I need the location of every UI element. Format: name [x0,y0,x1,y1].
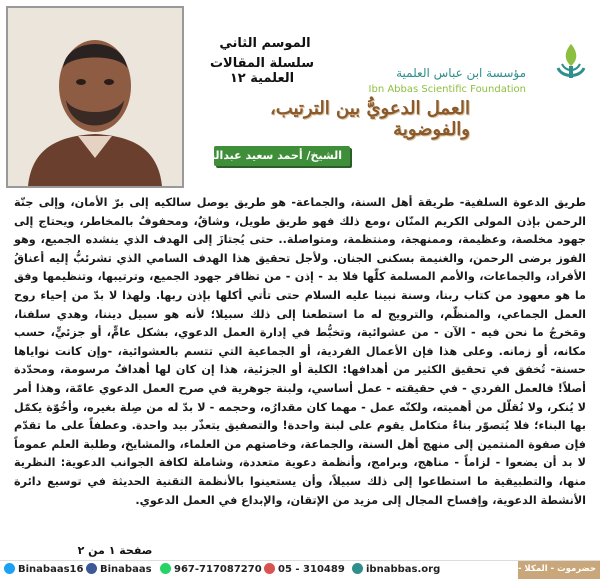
organization-logo [368,14,588,95]
page-number: صفحة ١ من ٢ [77,544,153,557]
facebook-handle: Binabaas [100,564,152,575]
facebook-icon [86,563,97,574]
footer-facebook[interactable] [86,563,152,575]
footer-phone[interactable] [264,563,345,575]
author-photo [6,6,184,188]
twitter-icon [4,563,15,574]
phone-number: 05 - 310489 [278,564,345,575]
series-label: سلسلة المقالات العلمية ١٢ [209,56,315,86]
footer-address-box [481,561,600,579]
whatsapp-icon [160,563,171,574]
season-label: الموسم الثاني [219,36,311,51]
footer-contact-bar [0,560,600,579]
phone-icon [264,563,275,574]
article-title: العمل الدعويُّ بين الترتيب، والفوضوية [270,98,470,140]
twitter-handle: Binabaas16 [18,564,84,575]
article-body [14,194,586,510]
website-url: ibnabbas.org [366,564,441,575]
article-paragraph: طريق الدعوة السلفية- طريقة أهل السنة، والجماعة- هو طريق يوصل سالكيه إلى برّ الأمان، وإلى جنّة الرحمن بإذن المولى الكريم المنّان ،ومع ذلك فهو طريق طويل، وشاقٌ، ومحفوفٌ بالمخاطر، ويحتاج إلى جهود مخلصة، وعظيمة، وممنهجة، ومنتظمة، ومتواصلة.. حتى يُجتازَ إلى الهدف الذي ينشده الجميع، وهو الفوز برضى الرحمن، والغنيمة بسكنى الجنان. ولأجل تحقيق هذا الهدف السامي الذي تشرئبُّ إليه أعناقُ الأفراد، والجماعات، والأمم المسلمة كلّها فلا بد - إذن - من تظافر جهود الجميع، وترتيبها، وتنظيمها وفق ما هو معهود من كتاب ربنا، وسنة نبينا عليه السلام حتى تأتي أكلها بإذن ربها. ولهذا لا بدّ من إحياء روح العمل الجماعي، والمنظّم، والترويج له ما استطعنا إلى ذلك سبيلا؛ لأنه هو سبيل ديننا، وهدي سلفنا، ومَخرجُ ما نحن فيه - الآن - من عشوائية، وتخبُّط في إدارة العمل الدعوي، بشكل عامٍّ، أو جزئيٍّ، حسب مكانه، أو زمانه. وعلى هذا فإن الأعمال الفردية، أو الجماعية التي تتسم بالعشوائية، -وإن كانت نواياها حسنة- تُخفق في تحقيق الكثير من أهدافها: الكلية أو الجزئية، هذا إن كان لها أهدافٌ مرسومة، ومحدّدة أصلاً! فالعمل الفردي - في حقيقته - عمل أساسي، ولبنة جوهرية في صرح العمل الدعوي عامّة، وهذا أمر لا يُنكر، ولا نُقلّل من أهميته، ولكنّه عمل - مهما كان مقدارُه، وحجمه - لا بدّ له من صِلة بغيره، وأخُوّة يكمّل بها البناء؛ فلا يُتصوّر بناءٌ متكامل يقوم على لبنة واحدة! والتصفيق يتعذّر بيد واحدة. وعطفاً على ما تقدّم فإن صفوة المنتمين إلى منهج أهل السنة، والجماعة، وخاصتهم من العلماء، والمشايخ، وطلبة العلم عموماً لا بد أن يضعوا - لزاماً - مناهج، وبرامج، وأنظمة دعوية متعددة، وشاملة لكافة الجوانب الدعوية: النظرية منها، والتطبيقية ما استطاعوا إلى ذلك سبيلاً، وأن يستعينوا بالأنظمة التقنية الحديثة في توسيع دائرة الأنشطة الدعوية، وإفساح المجال إلى مزيد من الإتقان، والإبداع في العمل الدعوي. [14,196,586,507]
author-name: الشيخ/ أحمد سعيد عبدالسيد [193,149,342,162]
author-banner [193,146,350,166]
whatsapp-number: 967-717087270 [174,564,262,575]
footer-website[interactable] [352,563,440,575]
footer-whatsapp[interactable] [160,563,262,575]
globe-icon [352,563,363,574]
organization-name-arabic: مؤسسة ابن عباس العلمية [396,66,526,80]
footer-twitter[interactable] [4,563,83,575]
footer-address: حضرموت - المكلا - باجعمان [481,564,596,574]
portrait-image [8,8,182,186]
foundation-logo-icon [554,42,588,84]
organization-name-english: Ibn Abbas Scientific Foundation [368,84,526,95]
